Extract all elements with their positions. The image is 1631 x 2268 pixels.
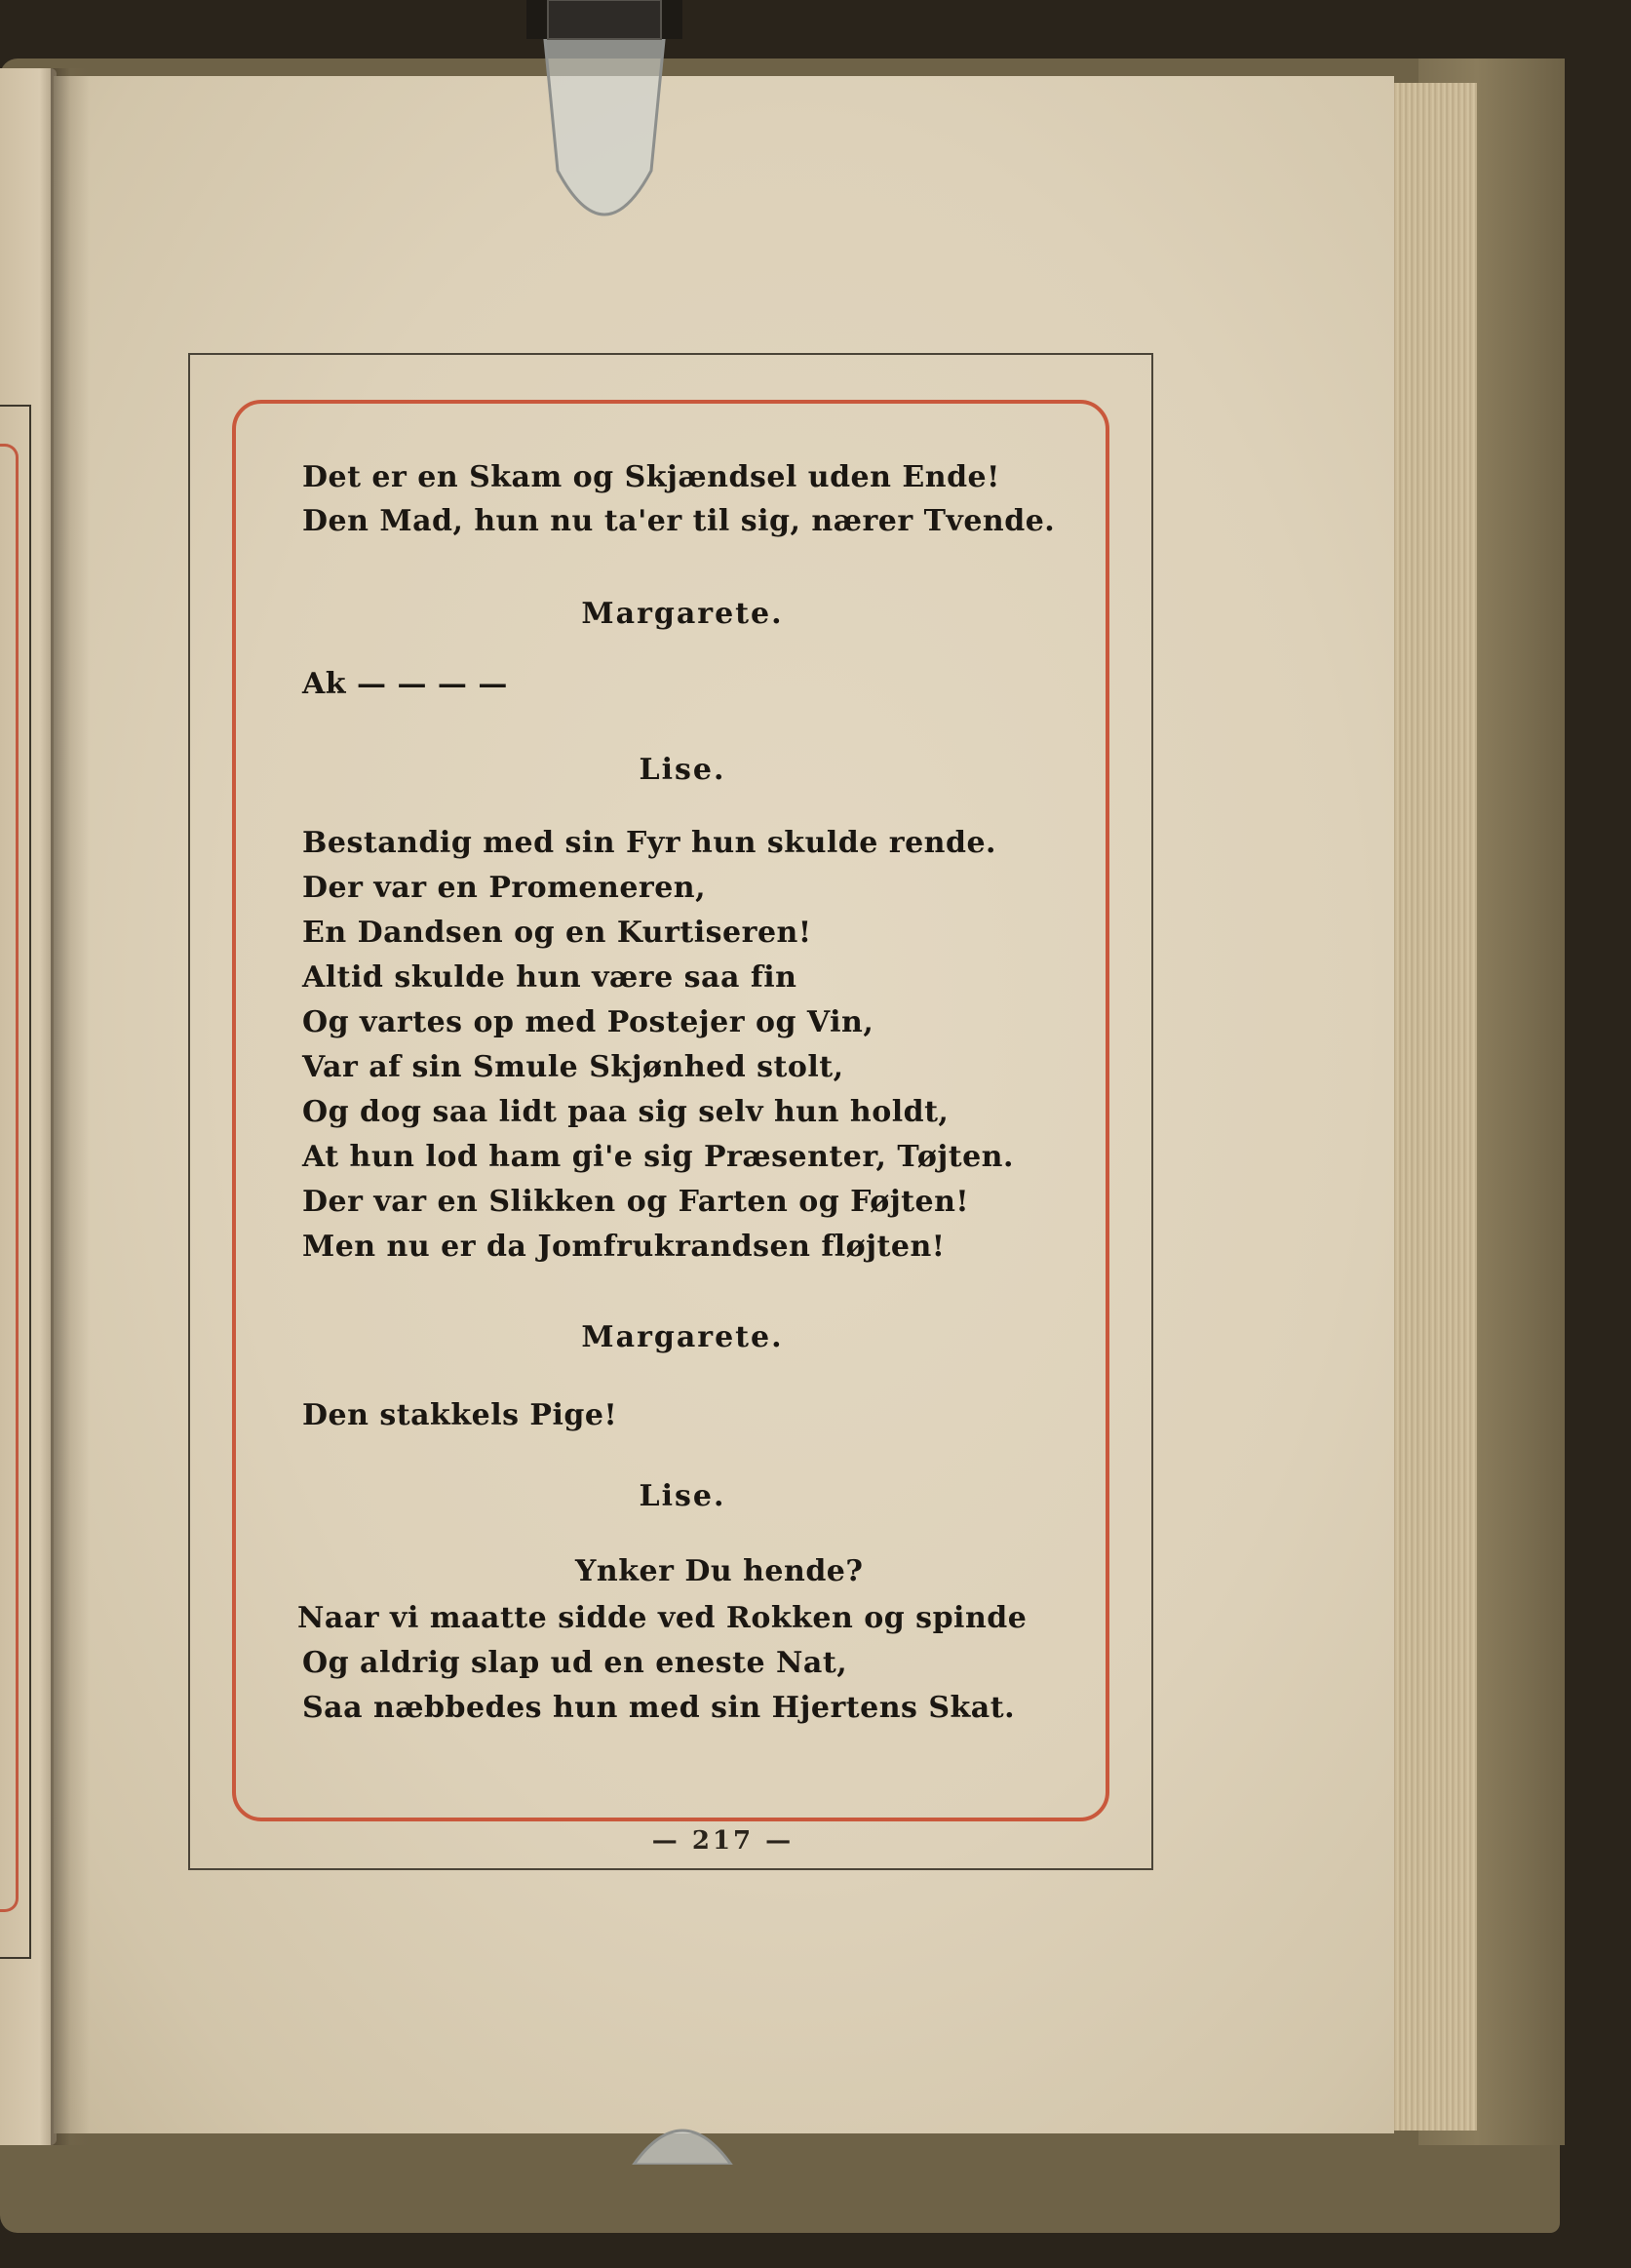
verse-line: Det er en Skam og Skjændsel uden Ende!: [302, 460, 1000, 494]
speaker-name: Margarete.: [581, 1320, 784, 1354]
verse-line: En Dandsen og en Kurtiseren!: [302, 916, 812, 950]
speaker-name: Lise.: [639, 1479, 726, 1513]
speaker-name: Margarete.: [581, 597, 784, 631]
page-number: — 217 —: [651, 1826, 795, 1856]
verse-line: Naar vi maatte sidde ved Rokken og spinde: [297, 1601, 1028, 1635]
verse-line: Ynker Du hende?: [575, 1554, 864, 1588]
left-page-red-frame: [0, 444, 19, 1912]
verse-line: Der var en Promeneren,: [302, 871, 707, 905]
verse-line: Og aldrig slap ud en eneste Nat,: [302, 1646, 848, 1680]
verse-line: Og vartes op med Postejer og Vin,: [302, 1005, 874, 1039]
verse-line: Ak — — — —: [302, 667, 508, 701]
verse-line: Altid skulde hun være saa fin: [302, 960, 797, 995]
right-page: [54, 76, 1394, 2133]
verse-line: Der var en Slikken og Farten og Føjten!: [302, 1185, 970, 1219]
verse-line: Og dog saa lidt paa sig selv hun holdt,: [302, 1095, 950, 1129]
verse-line: Bestandig med sin Fyr hun skulde rende.: [302, 826, 996, 860]
verse-line: Den Mad, hun nu ta'er til sig, nærer Tvende.: [302, 504, 1056, 538]
left-page-fragment: [0, 68, 57, 2145]
verse-line: At hun lod ham gi'e sig Præsenter, Tøjten.: [302, 1140, 1014, 1174]
verse-line: Saa næbbedes hun med sin Hjertens Skat.: [302, 1691, 1016, 1725]
page-clip-top: [526, 0, 682, 244]
verse-line: Var af sin Smule Skjønhed stolt,: [302, 1050, 844, 1084]
verse-line: Den stakkels Pige!: [302, 1398, 618, 1432]
verse-line: Men nu er da Jomfrukrandsen fløjten!: [302, 1230, 946, 1264]
page-clip-bottom: [624, 2106, 741, 2165]
gutter-shadow: [51, 68, 90, 2145]
page-stack-edges: [1384, 83, 1477, 2131]
speaker-name: Lise.: [639, 753, 726, 787]
